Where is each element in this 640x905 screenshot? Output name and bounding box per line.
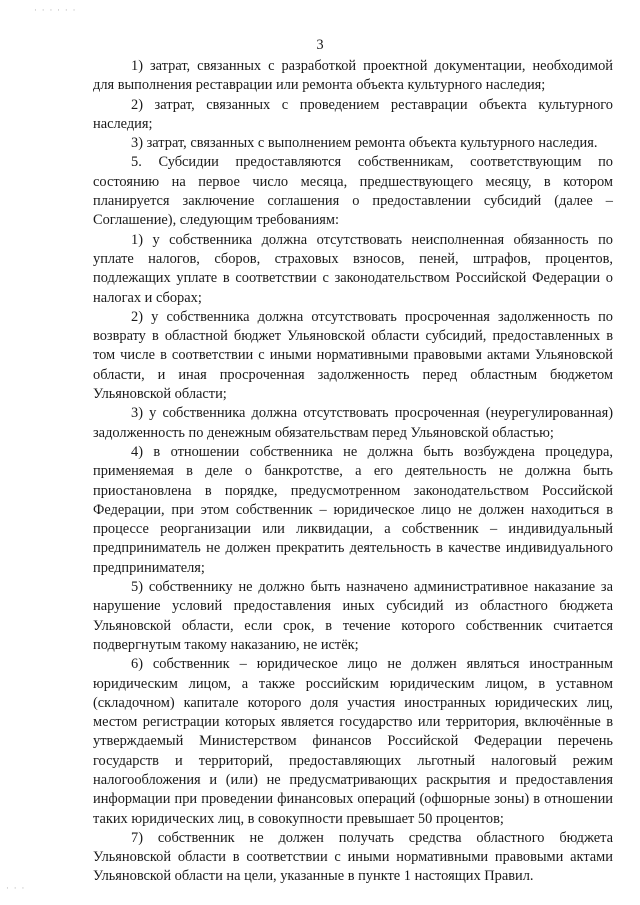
paragraph: 3) у собственника должна отсутствовать просроченная (неурегулированная) задолженность по денежным обязательствам перед Ульяновской областью;	[93, 405, 613, 441]
page-number: 3	[316, 37, 324, 53]
paragraph: 4) в отношении собственника не должна быть возбуждена процедура, применяемая в деле о банкротстве, а его деятельность не должна быть приостановлена в порядке, предусмотренном законодательством Российской Федерации, при этом собственник – юридическое лицо не должен находиться в процессе реорганизации или ликвидации, а собственник – индивидуальный предприниматель не должен прекратить деятельность в качестве индивидуального предпринимателя;	[93, 443, 613, 576]
paragraph: 2) у собственника должна отсутствовать просроченная задолженность по возврату в областной бюджет Ульяновской области субсидий, предоставленных в том числе в соответствии с иными нормативными правовыми актами Ульяновской области, и иная просроченная задолженность перед областным бюджетом Ульяновской области;	[93, 308, 613, 403]
paragraph: 1) у собственника должна отсутствовать неисполненная обязанность по уплате налогов, сборов, страховых взносов, пеней, штрафов, процентов, подлежащих уплате в соответствии с законодательством Российской Федерации о налогах и сборах;	[93, 231, 613, 306]
scan-artifact-mark: · · · · · ·	[34, 6, 77, 16]
paragraph: 7) собственник не должен получать средства областного бюджета Ульяновской области в соответствии с иными нормативными правовыми актами Ульяновской области на цели, указанные в пункте 1 настоящих Правил.	[93, 829, 613, 885]
paragraph: 2) затрат, связанных с проведением реставрации объекта культурного наследия;	[93, 96, 613, 132]
scan-artifact-mark: · · ·	[6, 884, 26, 894]
paragraph: 5) собственнику не должно быть назначено административное наказание за нарушение условий предоставления иных субсидий из областного бюджета Ульяновской области, если срок, в течение которого собственник считается подвергнутым такому наказанию, не истёк;	[93, 579, 613, 653]
paragraph: 1) затрат, связанных с разработкой проектной документации, необходимой для выполнения реставрации или ремонта объекта культурного наследия;	[93, 58, 613, 94]
document-body	[93, 57, 613, 887]
paragraph: 5. Субсидии предоставляются собственникам, соответствующим по состоянию на первое число месяца, предшествующего месяцу, в котором планируется заключение соглашения о предоставлении субсидий (далее – Соглашение), следующим требованиям:	[93, 154, 613, 229]
paragraph: 6) собственник – юридическое лицо не должен являться иностранным юридическим лицом, а также российским юридическим лицом, в уставном (складочном) капитале которого доля участия иностранных юридических лиц, местом регистрации которых является государство или территория, включённые в утверждаемый Министерством финансов Российской Федерации перечень государств и территорий, предоставляющих льготный налоговый режим налогообложения и (или) не предусматривающих раскрытия и предоставления информации при проведении финансовых операций (офшорные зоны) в отношении таких юридических лиц, в совокупности превышает 50 процентов;	[93, 656, 613, 827]
paragraph: 3) затрат, связанных с выполнением ремонта объекта культурного наследия.	[131, 135, 598, 152]
